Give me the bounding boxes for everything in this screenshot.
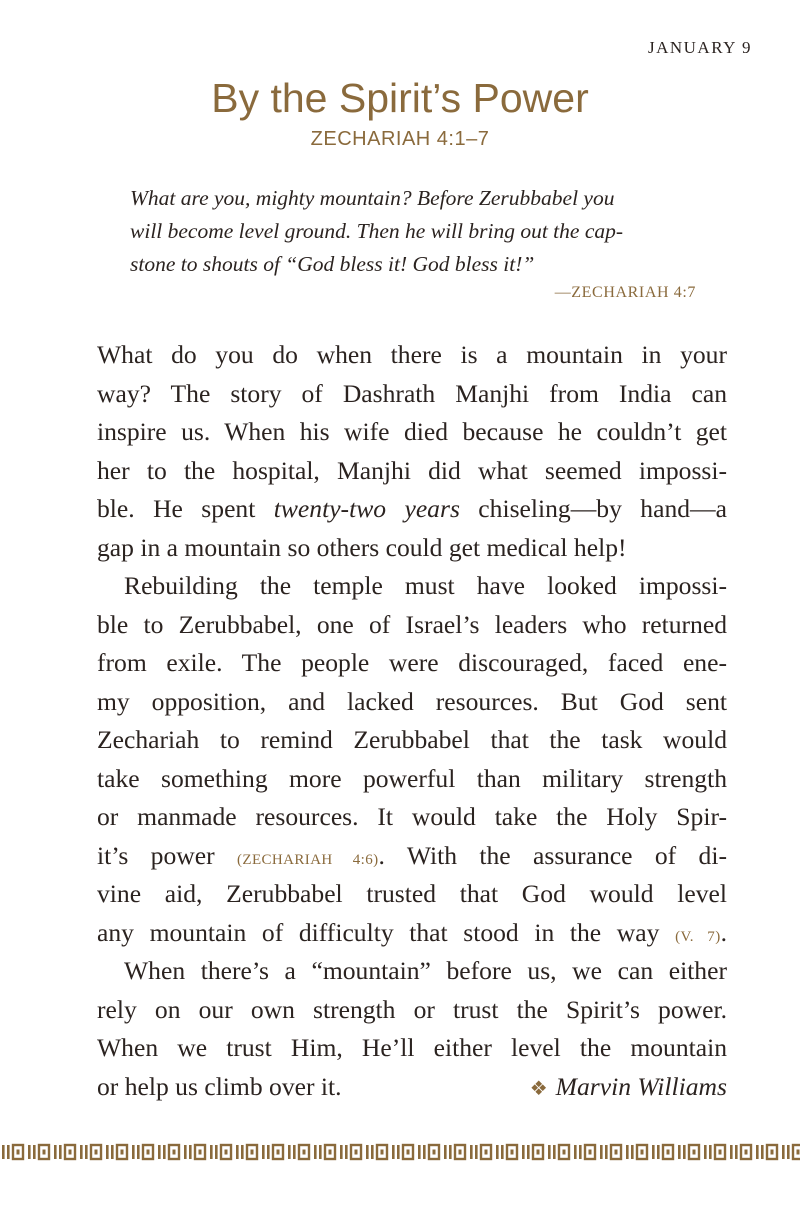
author-name: Marvin Williams [555,1071,727,1101]
body-line: rely on our own strength or trust the Spirit’s power. [97,994,727,1024]
key-verse [130,182,695,281]
body-line: Zechariah to remind Zerubbabel that the task would [97,725,727,754]
body-text: or help us climb over it. [97,1071,342,1101]
body-line: way? The story of Dashrath Manjhi from India can [97,378,727,408]
body-line: When we trust Him, He’ll either level the mountain [97,1033,727,1062]
body-line [97,490,727,529]
border-pattern-icon [2,1145,800,1159]
body-line: from exile. The people were discouraged, faced ene- [97,648,727,677]
key-verse-line: What are you, mighty mountain? Before Zerubbabel you [130,186,615,210]
page-title: By the Spirit’s Power [211,75,589,121]
body-text: it’s power [97,840,237,870]
inline-scripture-reference: (ZECHARIAH 4:6) [237,851,379,868]
body-text: ble. He spent [97,494,274,523]
author-signature [530,1068,727,1107]
key-verse-line: stone to shouts of “God bless it! God bless it!” [130,252,535,276]
body-line: or manmade resources. It would take the Holy Spir- [97,802,727,831]
decorative-border [0,1142,800,1162]
body-line: When there’s a “mountain” before us, we can either [124,956,727,985]
body-line [97,914,727,953]
body-line: her to the hospital, Manjhi did what seemed impossi- [97,455,727,485]
body-line: inspire us. When his wife died because he couldn’t get [97,417,727,446]
devotional-body [97,336,727,1106]
body-line: Rebuilding the temple must have looked impossi- [124,571,727,600]
body-line [97,1068,727,1107]
body-line: vine aid, Zerubbabel trusted that God would level [97,879,727,908]
body-line: my opposition, and lacked resources. But God sent [97,686,727,716]
body-text: chiseling—by hand—a [459,494,728,523]
body-line: take something more powerful than military strength [97,763,727,793]
body-line: What do you do when there is a mountain in your [97,340,727,369]
key-verse-line: will become level ground. Then he will bring out the cap- [130,219,624,243]
body-text: any mountain of difficulty that stood in the way [97,917,676,947]
body-line: gap in a mountain so others could get medical help! [97,532,627,562]
body-text: . With the assurance of di- [378,840,727,870]
body-text: . [720,917,727,947]
fleuron-icon: ❖ [529,1077,548,1100]
inline-scripture-reference: (V. 7) [675,928,721,945]
emphasis-text: twenty-two years [273,494,460,523]
scripture-reading: ZECHARIAH 4:1–7 [310,128,490,150]
body-line: ble to Zerubbabel, one of Israel’s leaders who returned [97,609,727,639]
page-date: JANUARY 9 [647,38,752,57]
body-line [97,837,727,876]
key-verse-reference: —ZECHARIAH 4:7 [554,284,696,301]
